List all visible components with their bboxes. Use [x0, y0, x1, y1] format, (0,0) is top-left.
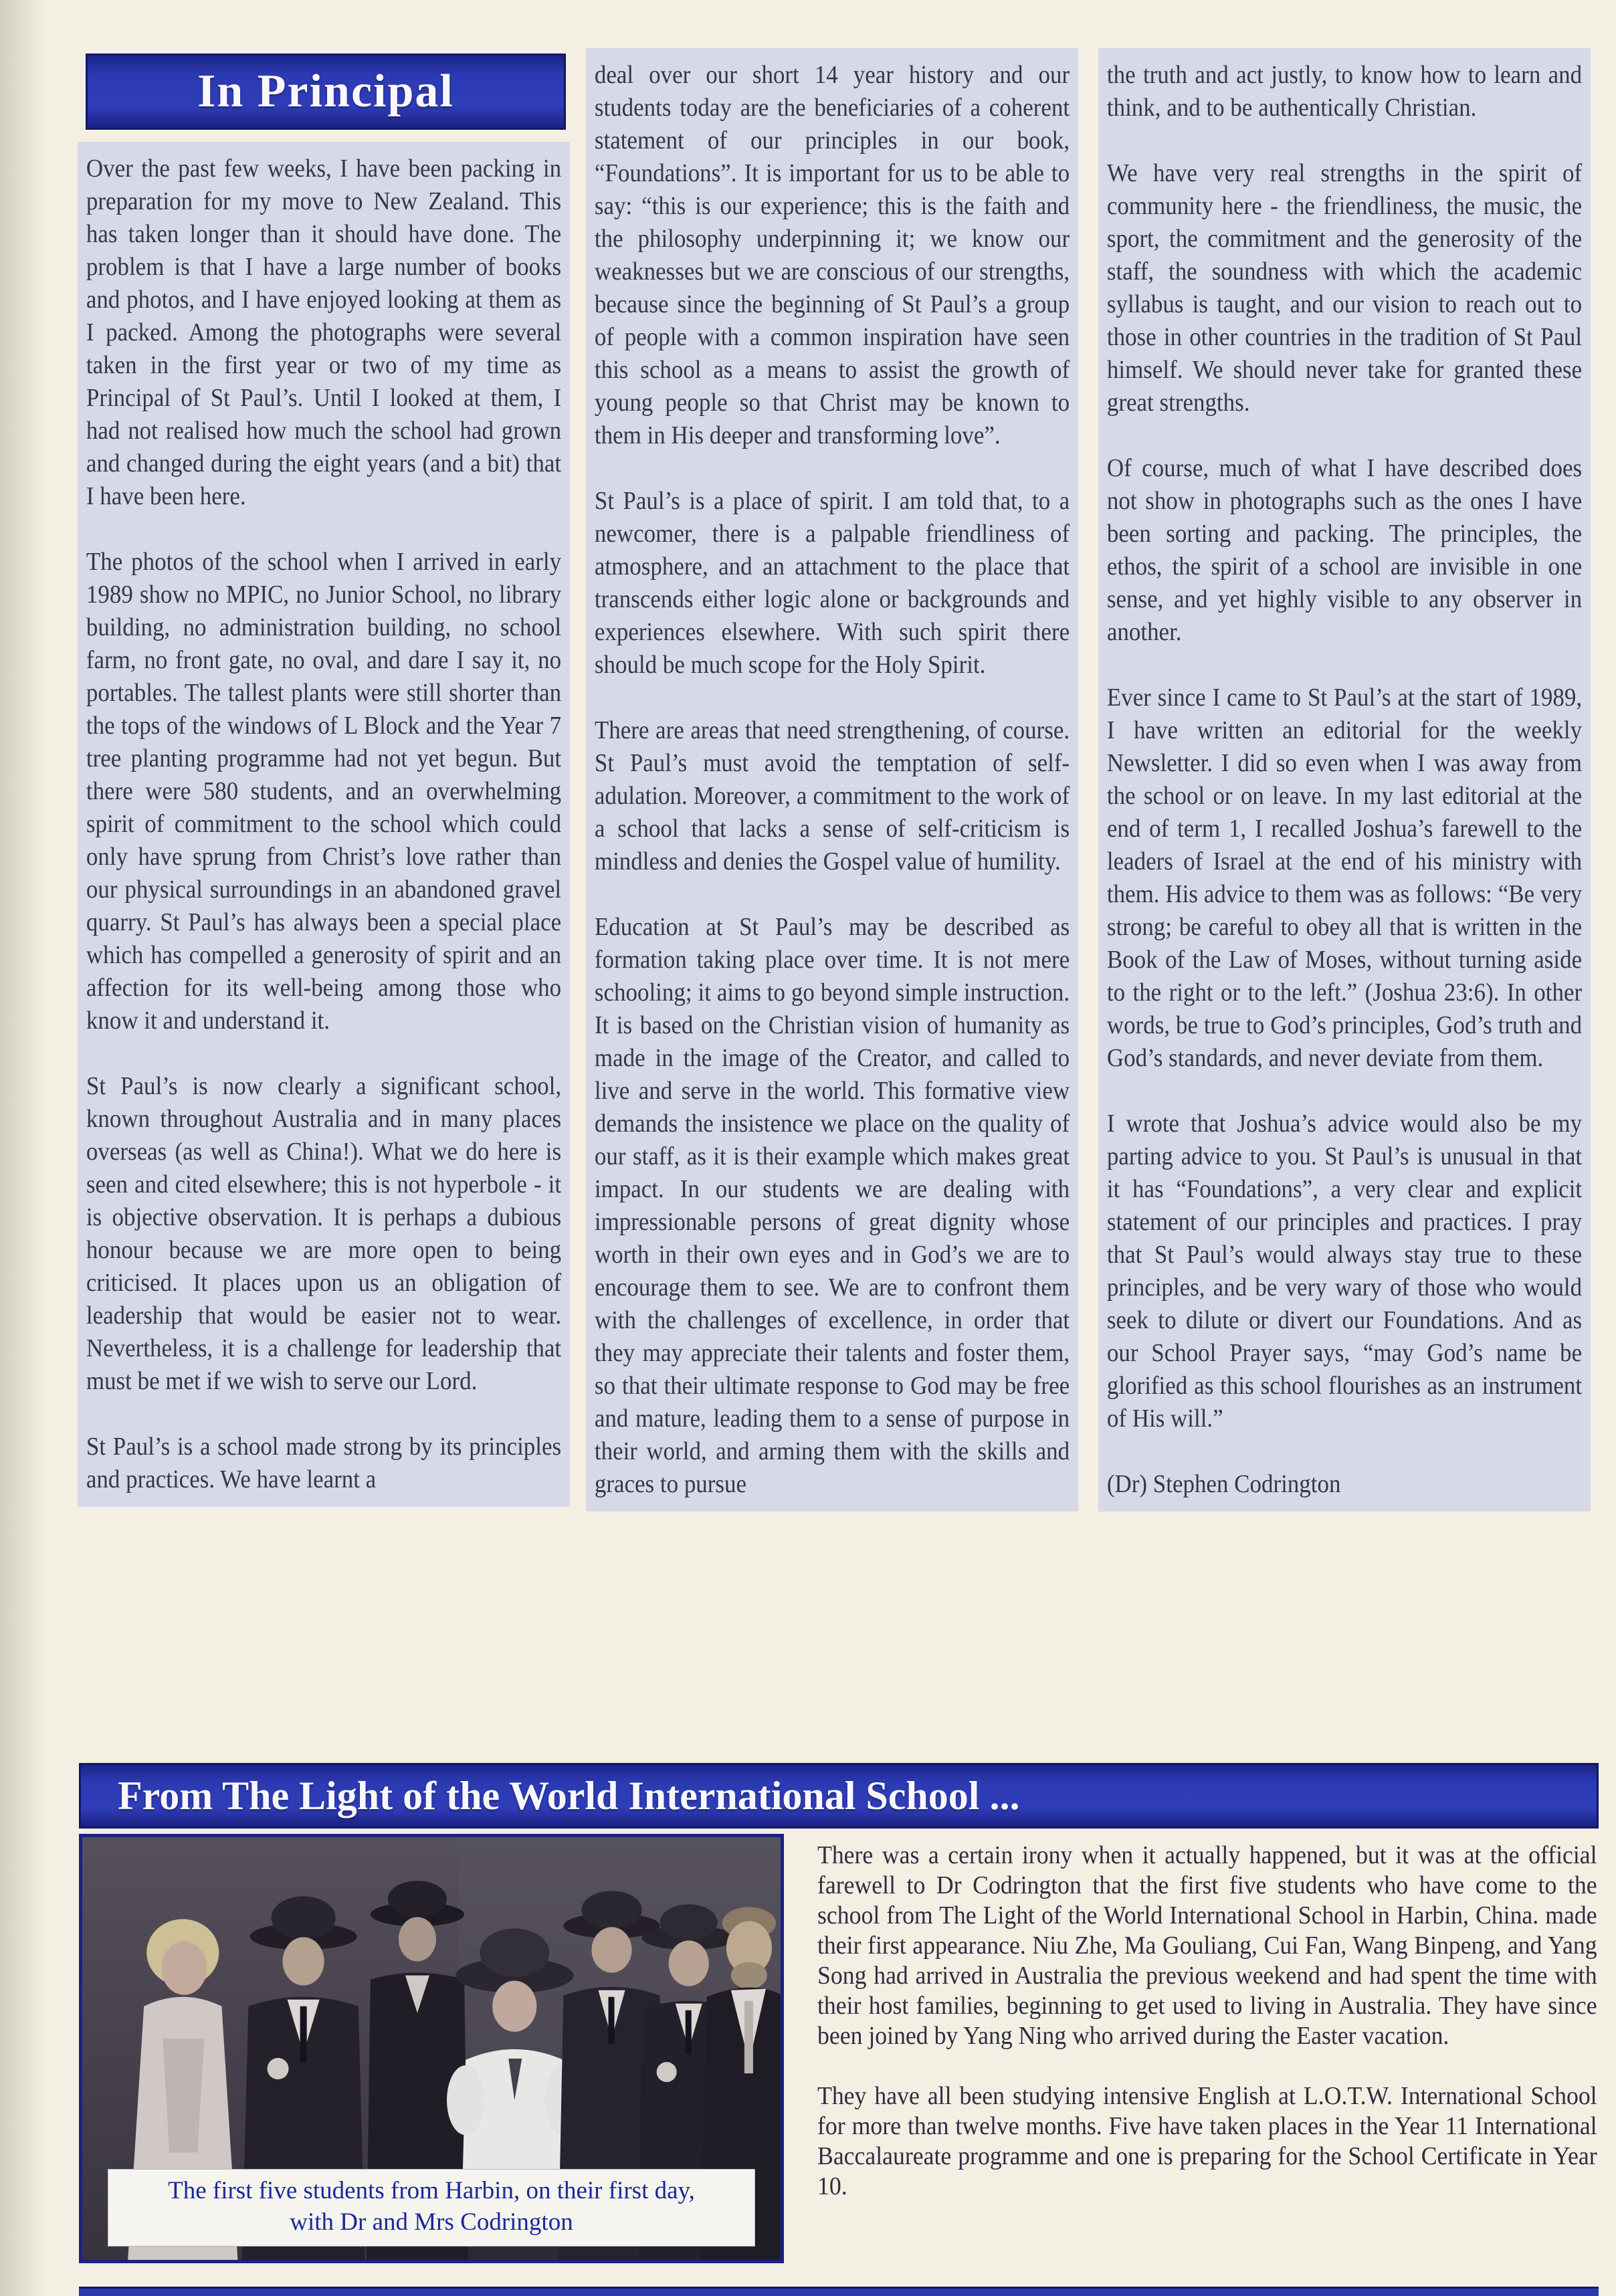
paragraph: Over the past few weeks, I have been packing in preparation for my move to New Zealand. This has taken longer than it should have done. The problem is that I have a large number of books and photos, and I have enjoyed looking at them as I packed. Among the photographs were several taken in the first year or two of my time as Principal of St Paul’s. Until I looked at them, I had not realised how much the school had grown and changed during the eight years (and a bit) that I have been here.: [86, 154, 562, 510]
feature-text: [817, 1841, 1597, 2202]
principal-column-2: [586, 48, 1078, 1511]
paragraph: St Paul’s is a place of spirit. I am told that, to a newcomer, there is a palpable friendliness of atmosphere, and an attachment to the place that transcends either logic alone or backgrounds and experiences elsewhere. With such spirit there should be much scope for the Holy Spirit.: [594, 487, 1070, 679]
in-principal-banner: [86, 54, 566, 130]
principal-column-3: [1098, 48, 1591, 1511]
photo-caption-line-2: with Dr and Mrs Codrington: [290, 2208, 573, 2236]
paragraph: I wrote that Joshua’s advice would also be my parting advice to you. St Paul’s is unusual in that it has “Foundations”, a very clear and explicit statement of our principles and practices. I pray that St Paul’s would always stay true to these principles, and be very wary of those who would seek to dilute or divert our Foundations. And as our School Prayer says, “may God’s name be glorified as this school flourishes as an instrument of His will.”: [1106, 1110, 1583, 1433]
harbin-students-photo: [79, 1834, 784, 2263]
principal-column-1: [78, 142, 570, 1507]
page-bottom-banner-edge: [79, 2287, 1599, 2296]
photo-caption-line-1: The first five students from Harbin, on their first day,: [168, 2177, 695, 2204]
paragraph: They have all been studying intensive English at L.O.T.W. International School for more than twelve months. Five have taken places in the Year 11 International Baccalaureate programme and one is preparing for the School Certificate in Year 10.: [817, 2082, 1597, 2200]
paragraph: There was a certain irony when it actually happened, but it was at the official farewell to Dr Codrington that the first five students who have come to the school from The Light of the World International School in Harbin, China. made their first appearance. Niu Zhe, Ma Gouliang, Cui Fan, Wang Binpeng, and Yang Song had arrived in Australia the previous weekend and had spent the time with their host families, beginning to get used to living in Australia. They have since been joined by Yang Ning who arrived during the Easter vacation.: [817, 1841, 1597, 2050]
paragraph: Of course, much of what I have described does not show in photographs such as the ones I have been sorting and packing. The principles, the ethos, the spirit of a school are invisible in one sense, and yet highly visible to any observer in another.: [1106, 454, 1583, 646]
feature-banner: [79, 1763, 1599, 1829]
in-principal-title: In Principal: [197, 66, 454, 117]
paragraph: St Paul’s is now clearly a significant school, known throughout Australia and in many places overseas (as well as China!). What we do here is seen and cited elsewhere; this is not hyperbole - it is objective observation. It is perhaps a dubious honour because we are more open to being criticised. It places upon us an obligation of leadership that would be easier not to wear. Nevertheless, it is a challenge for leadership that must be met if we wish to serve our Lord.: [86, 1072, 562, 1395]
feature-title: From The Light of the World International School ...: [118, 1773, 1020, 1818]
author-signature: (Dr) Stephen Codrington: [1106, 1470, 1341, 1498]
paragraph: St Paul’s is a school made strong by its principles and practices. We have learnt a: [86, 1433, 562, 1493]
paragraph: Education at St Paul’s may be described as formation taking place over time. It is not mere schooling; it aims to go beyond simple instruction. It is based on the Christian vision of humanity as made in the image of the Creator, and called to live and serve in the world. This formative view demands the insistence we place on the quality of our staff, as it is their example which makes great impact. In our students we are dealing with impressionable persons of great dignity whose worth in their own eyes and in God’s we are to encourage them to see. We are to confront them with the challenges of excellence, in order that they may appreciate their talents and foster them, so that their ultimate response to God may be free and mature, leading them to a sense of purpose in their world, and arming them with the skills and graces to pursue: [594, 913, 1070, 1498]
paragraph: the truth and act justly, to know how to learn and think, and to be authentically Christian.: [1106, 61, 1583, 122]
photo-caption: [108, 2169, 755, 2247]
paragraph: deal over our short 14 year history and our students today are the beneficiaries of a coherent statement of our principles in our book, “Foundations”. It is important for us to be able to say: “this is our experience; this is the faith and the philosophy underpinning it; we know our weaknesses but we are conscious of our strengths, because since the beginning of St Paul’s a group of people with a common inspiration have seen this school as a means to assist the growth of young people so that Christ may be known to them in His deeper and transforming love”.: [594, 61, 1070, 449]
paragraph: We have very real strengths in the spirit of community here - the friendliness, the music, the sport, the commitment and the generosity of the staff, the soundness with which the academic syllabus is taught, and our vision to reach out to those in other countries in the tradition of St Paul himself. We should never take for granted these great strengths.: [1106, 159, 1583, 417]
paragraph: Ever since I came to St Paul’s at the start of 1989, I have written an editorial for the weekly Newsletter. I did so even when I was away from the school or on leave. In my last editorial at the end of term 1, I recalled Joshua’s farewell to the leaders of Israel at the end of his ministry with them. His advice to them was as follows: “Be very strong; be careful to obey all that is written in the Book of the Law of Moses, without turning aside to the right or to the left.” (Joshua 23:6). In other words, be true to God’s principles, God’s truth and God’s standards, and never deviate from them.: [1106, 684, 1583, 1072]
paragraph: There are areas that need strengthening, of course. St Paul’s must avoid the temptation of self-adulation. Moreover, a commitment to the work of a school that lacks a sense of self-criticism is mindless and denies the Gospel value of humility.: [594, 716, 1070, 875]
paragraph: The photos of the school when I arrived in early 1989 show no MPIC, no Junior School, no library building, no administration building, no school farm, no front gate, no oval, and dare I say it, no portables. The tallest plants were still shorter than the tops of the windows of L Block and the Year 7 tree planting programme had not yet begun. But there were 580 students, and an overwhelming spirit of commitment to the school which could only have sprung from Christ’s love rather than our physical surroundings in an abandoned gravel quarry. St Paul’s has always been a special place which has compelled a generosity of spirit and an affection for its well-being among those who know it and understand it.: [86, 548, 562, 1035]
